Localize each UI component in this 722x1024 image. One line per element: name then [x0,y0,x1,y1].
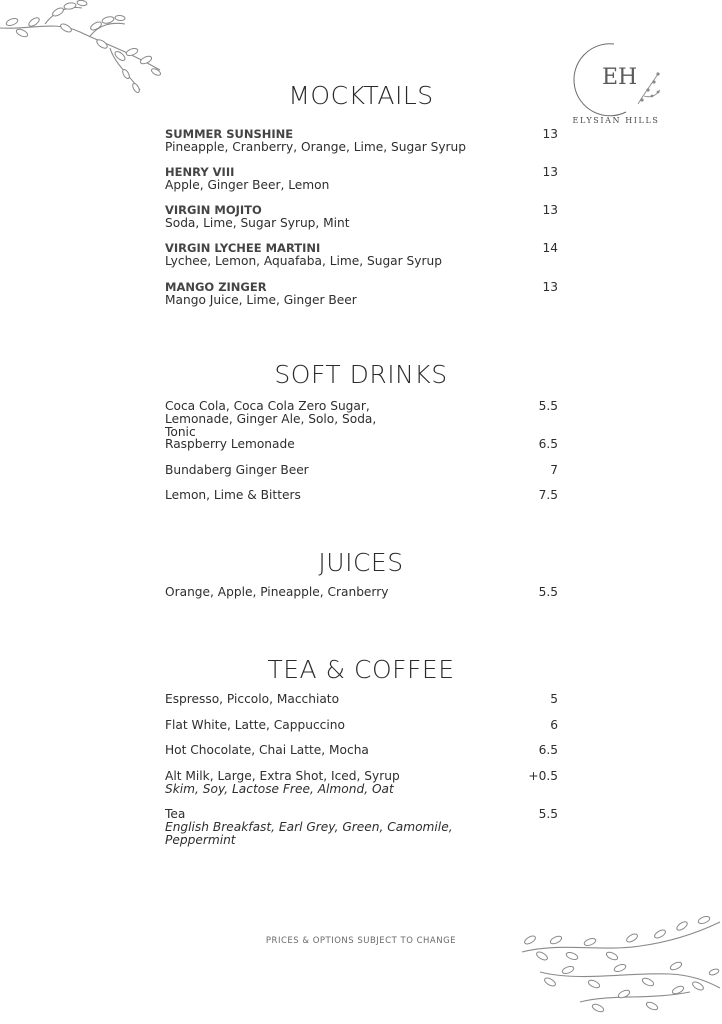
item-price: 5.5 [538,399,558,413]
section-title-mocktails: MOCKTAILS [288,81,434,110]
soft-drinks-list [165,400,558,514]
item-name: VIRGIN LYCHEE MARTINI [165,241,321,255]
item-description: Hot Chocolate, Chai Latte, Mocha [165,743,369,757]
footer-note: PRICES & OPTIONS SUBJECT TO CHANGE [265,936,457,946]
menu-item [165,438,558,464]
item-price: 13 [542,127,558,141]
juices-list [165,586,558,612]
menu-item [165,770,558,808]
menu-item [165,204,558,242]
item-description: Coca Cola, Coca Cola Zero Sugar, Lemonade, Ginger Ale, Solo, Soda, Tonic [165,399,377,439]
brand-name: ELYSIAN HILLS [572,116,660,125]
item-description: Raspberry Lemonade [165,437,295,451]
item-price: 13 [542,280,558,294]
section-title-soft-drinks: SOFT DRINKS [274,360,448,389]
tea-coffee-list [165,693,558,858]
item-price: 7 [550,463,558,477]
item-description: Apple, Ginger Beer, Lemon [165,178,330,192]
item-options: Skim, Soy, Lactose Free, Almond, Oat [165,782,394,796]
item-options: English Breakfast, Earl Grey, Green, Camomile, Peppermint [165,820,453,847]
menu-item [165,166,558,204]
menu-item [165,400,558,438]
item-price: 5.5 [538,585,558,599]
item-price: 5.5 [538,807,558,821]
item-price: 5 [550,692,558,706]
mocktails-list [165,128,558,319]
item-price: 14 [542,241,558,255]
item-description: Lemon, Lime & Bitters [165,488,301,502]
item-description: Mango Juice, Lime, Ginger Beer [165,293,357,307]
item-price: 13 [542,165,558,179]
item-name: VIRGIN MOJITO [165,203,262,217]
item-price: 6.5 [538,743,558,757]
item-name: MANGO ZINGER [165,280,267,294]
item-description: Orange, Apple, Pineapple, Cranberry [165,585,389,599]
item-description: Lychee, Lemon, Aquafaba, Lime, Sugar Syrup [165,254,442,268]
item-description: Espresso, Piccolo, Macchiato [165,692,340,706]
item-description: Pineapple, Cranberry, Orange, Lime, Sugar Syrup [165,140,467,154]
menu-item [165,586,558,612]
item-price: +0.5 [528,769,558,783]
menu-item [165,744,558,770]
item-name: SUMMER SUNSHINE [165,127,294,141]
menu-item [165,489,558,514]
item-price: 6 [550,718,558,732]
menu-item [165,242,558,281]
brand-monogram: EH [602,65,638,90]
item-price: 7.5 [538,488,558,502]
item-description: Alt Milk, Large, Extra Shot, Iced, Syrup [165,769,400,783]
menu-item [165,464,558,489]
item-price: 13 [542,203,558,217]
item-description: Tea [165,807,186,821]
menu-item [165,693,558,719]
menu-item [165,128,558,166]
item-description: Bundaberg Ginger Beer [165,463,309,477]
item-name: HENRY VIII [165,165,235,179]
item-description: Flat White, Latte, Cappuccino [165,718,345,732]
section-title-juices: JUICES [318,548,404,577]
menu-item [165,808,558,858]
item-description: Soda, Lime, Sugar Syrup, Mint [165,216,350,230]
section-title-tea-coffee: TEA & COFFEE [267,655,455,684]
item-price: 6.5 [538,437,558,451]
vine-decoration-bottom-right [520,912,722,1024]
menu-item [165,719,558,744]
menu-item [165,281,558,319]
